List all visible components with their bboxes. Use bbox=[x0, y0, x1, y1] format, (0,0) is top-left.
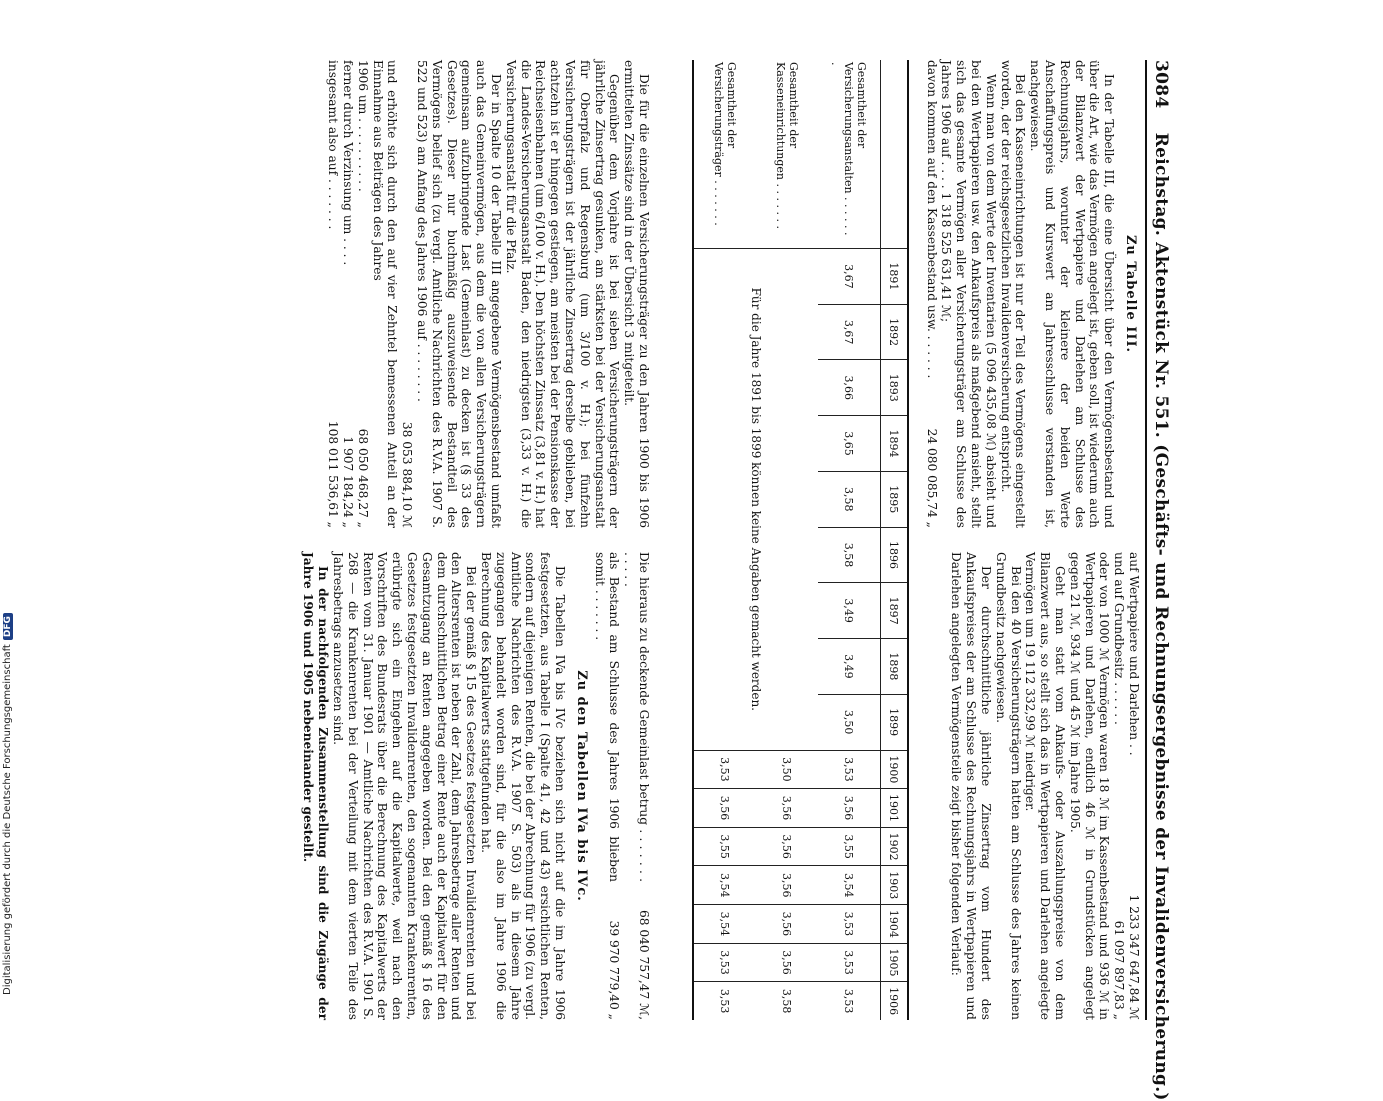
table-cell: 3,66 bbox=[818, 360, 881, 416]
paragraph: Bei den 40 Versicherungsträgern hatten am Schlusse des Jahres keinen Grundbesitz nachgewiesen. bbox=[993, 552, 1023, 1020]
table-cell: 3,56 bbox=[693, 789, 756, 828]
interest-rate-table bbox=[692, 60, 909, 1020]
row-label: Gesamtheit der Versicherungsanstalten . . . . . . . bbox=[829, 62, 869, 236]
table-cell: 3,56 bbox=[756, 827, 818, 866]
row-label: Gesamtheit der Versicherungsträger . . . . . . . bbox=[712, 62, 738, 226]
dfg-logo-icon: DFG bbox=[3, 613, 13, 640]
paragraph: Der durchschnittliche jährliche Zinsertrag vom Hundert des Ankaufspreises der am Schlusse des Rechnungsjahrs in Wertpapieren und Darlehen angelegten Vermögensteile zeigt bisher folgenden Verlauf: bbox=[949, 552, 994, 1020]
table-row bbox=[756, 60, 818, 1020]
amount-row: Die hieraus zu deckende Gemeinlast betrug . . . . . . . . . . . . 68 040 757,47 ℳ, bbox=[622, 552, 651, 1020]
top-left-column bbox=[924, 60, 1141, 528]
table-cell: 3,55 bbox=[818, 827, 881, 866]
rotated-sheet bbox=[0, 60, 1171, 1101]
table-cell: 3,67 bbox=[818, 304, 881, 360]
table-cell: 3,49 bbox=[818, 639, 881, 695]
section-heading-tabelle-iii: Zu Tabelle III. bbox=[1123, 234, 1138, 354]
year-header: 1895 bbox=[881, 471, 909, 527]
table-cell: 3,54 bbox=[693, 866, 756, 905]
paragraph: Geht man statt vom Ankaufs- oder Auszahlungspreise von dem Bilanzwert aus, so stellt sich das in Wertpapieren und Darlehen angelegte Vermögen um 19 112 332,99 ℳ niedriger. bbox=[1023, 552, 1068, 1020]
table-cell: 3,58 bbox=[818, 527, 881, 583]
year-header: 1892 bbox=[881, 304, 909, 360]
amount-row: insgesamt also auf . . . . . . . 108 011 536,61 „ bbox=[326, 60, 341, 528]
year-header: 1896 bbox=[881, 527, 909, 583]
table-cell: 3,56 bbox=[756, 789, 818, 828]
top-right-column bbox=[949, 552, 1141, 1020]
table-cell: 3,54 bbox=[693, 905, 756, 944]
table-row bbox=[818, 60, 881, 1020]
table-cell: 3,55 bbox=[693, 827, 756, 866]
credit-text: Digitalisierung gefördert durch die Deutsche Forschungsgemeinschaft bbox=[2, 644, 13, 995]
amount-row: ferner durch Verzinsung um . . . . 1 907 184,24 „ bbox=[341, 60, 356, 528]
table-header-row bbox=[881, 60, 909, 1020]
table-cell: 3,53 bbox=[818, 982, 881, 1020]
table-cell: 3,53 bbox=[693, 943, 756, 982]
table-cell: 3,53 bbox=[693, 750, 756, 789]
year-header: 1893 bbox=[881, 360, 909, 416]
table-cell: 3,65 bbox=[818, 416, 881, 472]
amount-row: davon kommen auf den Kassenbestand usw. . . . . . . 24 080 085,74 „ bbox=[924, 60, 939, 528]
page-number: 3084 bbox=[1151, 60, 1171, 109]
year-header: 1900 bbox=[881, 750, 909, 789]
year-header: 1898 bbox=[881, 639, 909, 695]
table-header-cell bbox=[881, 60, 909, 249]
table-cell: 3,54 bbox=[818, 866, 881, 905]
paragraph: Die Tabellen IVa bis IVc beziehen sich nicht auf die im Jahre 1906 festgesetzten, aus Tabelle I (Spalte 41, 42 und 43) ersichtlichen Renten, sondern auf diejenigen Renten, die bei der Abrechnung für 1906 (zu vergl. Amtliche Nachrichten des R.V.A. 1907 S. 503) als in diesem Jahre zugegangen behandelt worden sind, für die also im Jahre 1906 die Berechnung des Kapitalwerts stattgefunden hat. bbox=[479, 552, 568, 1020]
year-header: 1899 bbox=[881, 694, 909, 750]
table-cell: 3,58 bbox=[818, 471, 881, 527]
paragraph: In der nachfolgenden Zusammenstellung sind die Zugänge der Jahre 1906 und 1905 nebeneinander gestellt. bbox=[301, 552, 331, 1020]
year-header: 1902 bbox=[881, 827, 909, 866]
amount-row: und auf Grundbesitz . . . . . . 61 097 897,83 „ bbox=[1112, 552, 1127, 1020]
amount-row: auf Wertpapiere und Darlehen . . 1 233 347 647,84 ℳ bbox=[1127, 552, 1141, 1020]
paragraph: Bei den Kasseneinrichtungen ist nur der Teil des Vermögens eingestellt worden, der der reichsgesetzlichen Invalidenversicherung entspricht. bbox=[998, 60, 1028, 528]
table-cell: 3,50 bbox=[756, 750, 818, 789]
table-cell: 3,49 bbox=[818, 583, 881, 639]
year-header: 1894 bbox=[881, 416, 909, 472]
paragraph: In der Tabelle III, die eine Übersicht über den Vermögensbestand und über die Art, wie das Vermögen angelegt ist, geben soll, ist wiederum auch der Bilanzwert der Wertpapiere und Darlehen am Schlusse des Rechnungsjahrs, worunter der kleinere der beiden Werte Anschaffungspreis und Kurswert am Jahresschlusse verstanden ist, nachgewiesen. bbox=[1028, 60, 1117, 528]
merged-note-cell: Für die Jahre 1891 bis 1899 können keine Angaben gemacht werden. bbox=[693, 249, 818, 751]
paragraph: Wenn man von dem Werte der Inventarien (5 096 435,08 ℳ) absieht und bei den Wertpapieren usw. den Ankaufspreis als maßgebend ansieht, stellt sich das gesamte Vermögen aller Versicherungsträger am Schlusse des Jahres 1906 auf . . . . 1 318 525 631,41 ℳ; bbox=[939, 60, 998, 528]
paragraph: und erhöhte sich durch den auf vier Zehntel bemessenen Anteil an der Einnahme aus Beiträgen des Jahres bbox=[370, 60, 400, 528]
table-cell: 3,56 bbox=[756, 866, 818, 905]
year-header: 1891 bbox=[881, 249, 909, 305]
paragraph: Gegenüber dem Vorjahre ist bei sieben Versicherungsträgern der jährliche Zinsertrag gesunken, am stärksten bei der Versicherungsanstalt für Oberpfalz und Regensburg (um 3/100 v. H.); bei fünfzehn Versicherungsträgern ist der jährliche Zinsertrag derselbe geblieben, bei achtzehn ist er hingegen gestiegen, am meisten bei der Pensionskasse der Reichseisenbahnen (um 6/100 v. H.). Den höchsten Zinssatz (3,81 v. H.) hat die Landes-Versicherungsanstalt Baden, den niedrigsten (3,33 v. H.) die Versicherungsanstalt für die Pfalz. bbox=[503, 60, 622, 528]
header-rule bbox=[1145, 60, 1147, 1020]
table-cell: 3,67 bbox=[818, 249, 881, 305]
amount-row: als Bestand am Schlusse des Jahres 1906 blieben somit . . . . . . . 39 970 779,40 „ bbox=[592, 552, 622, 1020]
amount-row: 38 053 884,10 ℳ bbox=[400, 421, 415, 528]
bottom-left-column bbox=[325, 60, 651, 528]
section-heading-tabellen-iv: Zu den Tabellen IVa bis IVc. bbox=[573, 670, 589, 902]
paragraph: oder von 1000 ℳ Vermögen waren 18 ℳ im Kassenbestand und 936 ℳ in Wertpapieren und Darlehen, endlich 46 ℳ in Grundstücken angelegt gegen 21 ℳ, 934 ℳ und 45 ℳ im Jahre 1905. bbox=[1067, 552, 1112, 1020]
year-header: 1904 bbox=[881, 905, 909, 944]
table-cell: 3,58 bbox=[756, 982, 818, 1020]
year-header: 1897 bbox=[881, 583, 909, 639]
table-cell: 3,53 bbox=[818, 750, 881, 789]
amount-row: 1906 um . . . . . . . . . . 68 050 468,27 „ bbox=[355, 60, 370, 528]
bottom-right-column bbox=[301, 552, 651, 1020]
table-cell: 3,56 bbox=[818, 789, 881, 828]
table-cell: 3,53 bbox=[818, 943, 881, 982]
page-title: Reichstag. Aktenstück Nr. 551. (Geschäfts- und Rechnungsergebnisse der Invalidenversicherung.) bbox=[1151, 132, 1171, 1101]
paragraph: Die für die einzelnen Versicherungsträger zu den Jahren 1900 bis 1906 ermittelten Zinssätze sind in der Übersicht 3 mitgeteilt. bbox=[622, 60, 651, 528]
paragraph: Bei der gemäß § 15 des Gesetzes festgesetzten Invalidenrenten und bei den Altersrenten ist neben der Zahl, dem Jahresbetrage aller Renten und dem durchschnittlichen Betrag einer Rente auch der Kapitalwert für den Gesamtzugang an Renten angegeben worden. Bei den gemäß § 16 des Gesetzes festgesetzten Invalidenrenten, den sogenannten Krankenrenten, erübrigte sich ein Eingehen auf die Kapitalwerte, weil nach den Vorschriften des Bundesrats über die Berechnung des Kapitalwerts der Renten vom 31. Januar 1901 — Amtliche Nachrichten des R.V.A. 1901 S. 268 — die Krankenrenten bei der Verteilung mit dem vierten Teile des Jahresbetrags anzusetzen sind. bbox=[331, 552, 479, 1020]
row-label: Gesamtheit der Kasseneinrichtungen . . . . . . . bbox=[774, 62, 800, 229]
year-header: 1903 bbox=[881, 866, 909, 905]
table-cell: 3,56 bbox=[756, 943, 818, 982]
table-cell: 3,50 bbox=[818, 694, 881, 750]
table-cell: 3,56 bbox=[756, 905, 818, 944]
year-header: 1901 bbox=[881, 789, 909, 828]
table-cell: 3,53 bbox=[693, 982, 756, 1020]
table-cell: 3,53 bbox=[818, 905, 881, 944]
year-header: 1905 bbox=[881, 943, 909, 982]
page-header bbox=[1143, 60, 1171, 1101]
paragraph: Der in Spalte 10 der Tabelle III angegebene Vermögensbestand umfaßt auch das Gemeinvermögen, aus dem die von allen Versicherungsträgern gemeinsam aufzubringende Last (Gemeinlast) zu decken ist (§ 33 des Gesetzes). Dieser nur buchmäßig auszuweisende Bestandteil des Vermögens belief sich (zu vergl. Amtliche Nachrichten des R.V.A. 1907 S. 522 und 523) am Anfang des Jahres 1906 auf . . . . . . . . bbox=[415, 60, 504, 528]
year-header: 1906 bbox=[881, 982, 909, 1020]
